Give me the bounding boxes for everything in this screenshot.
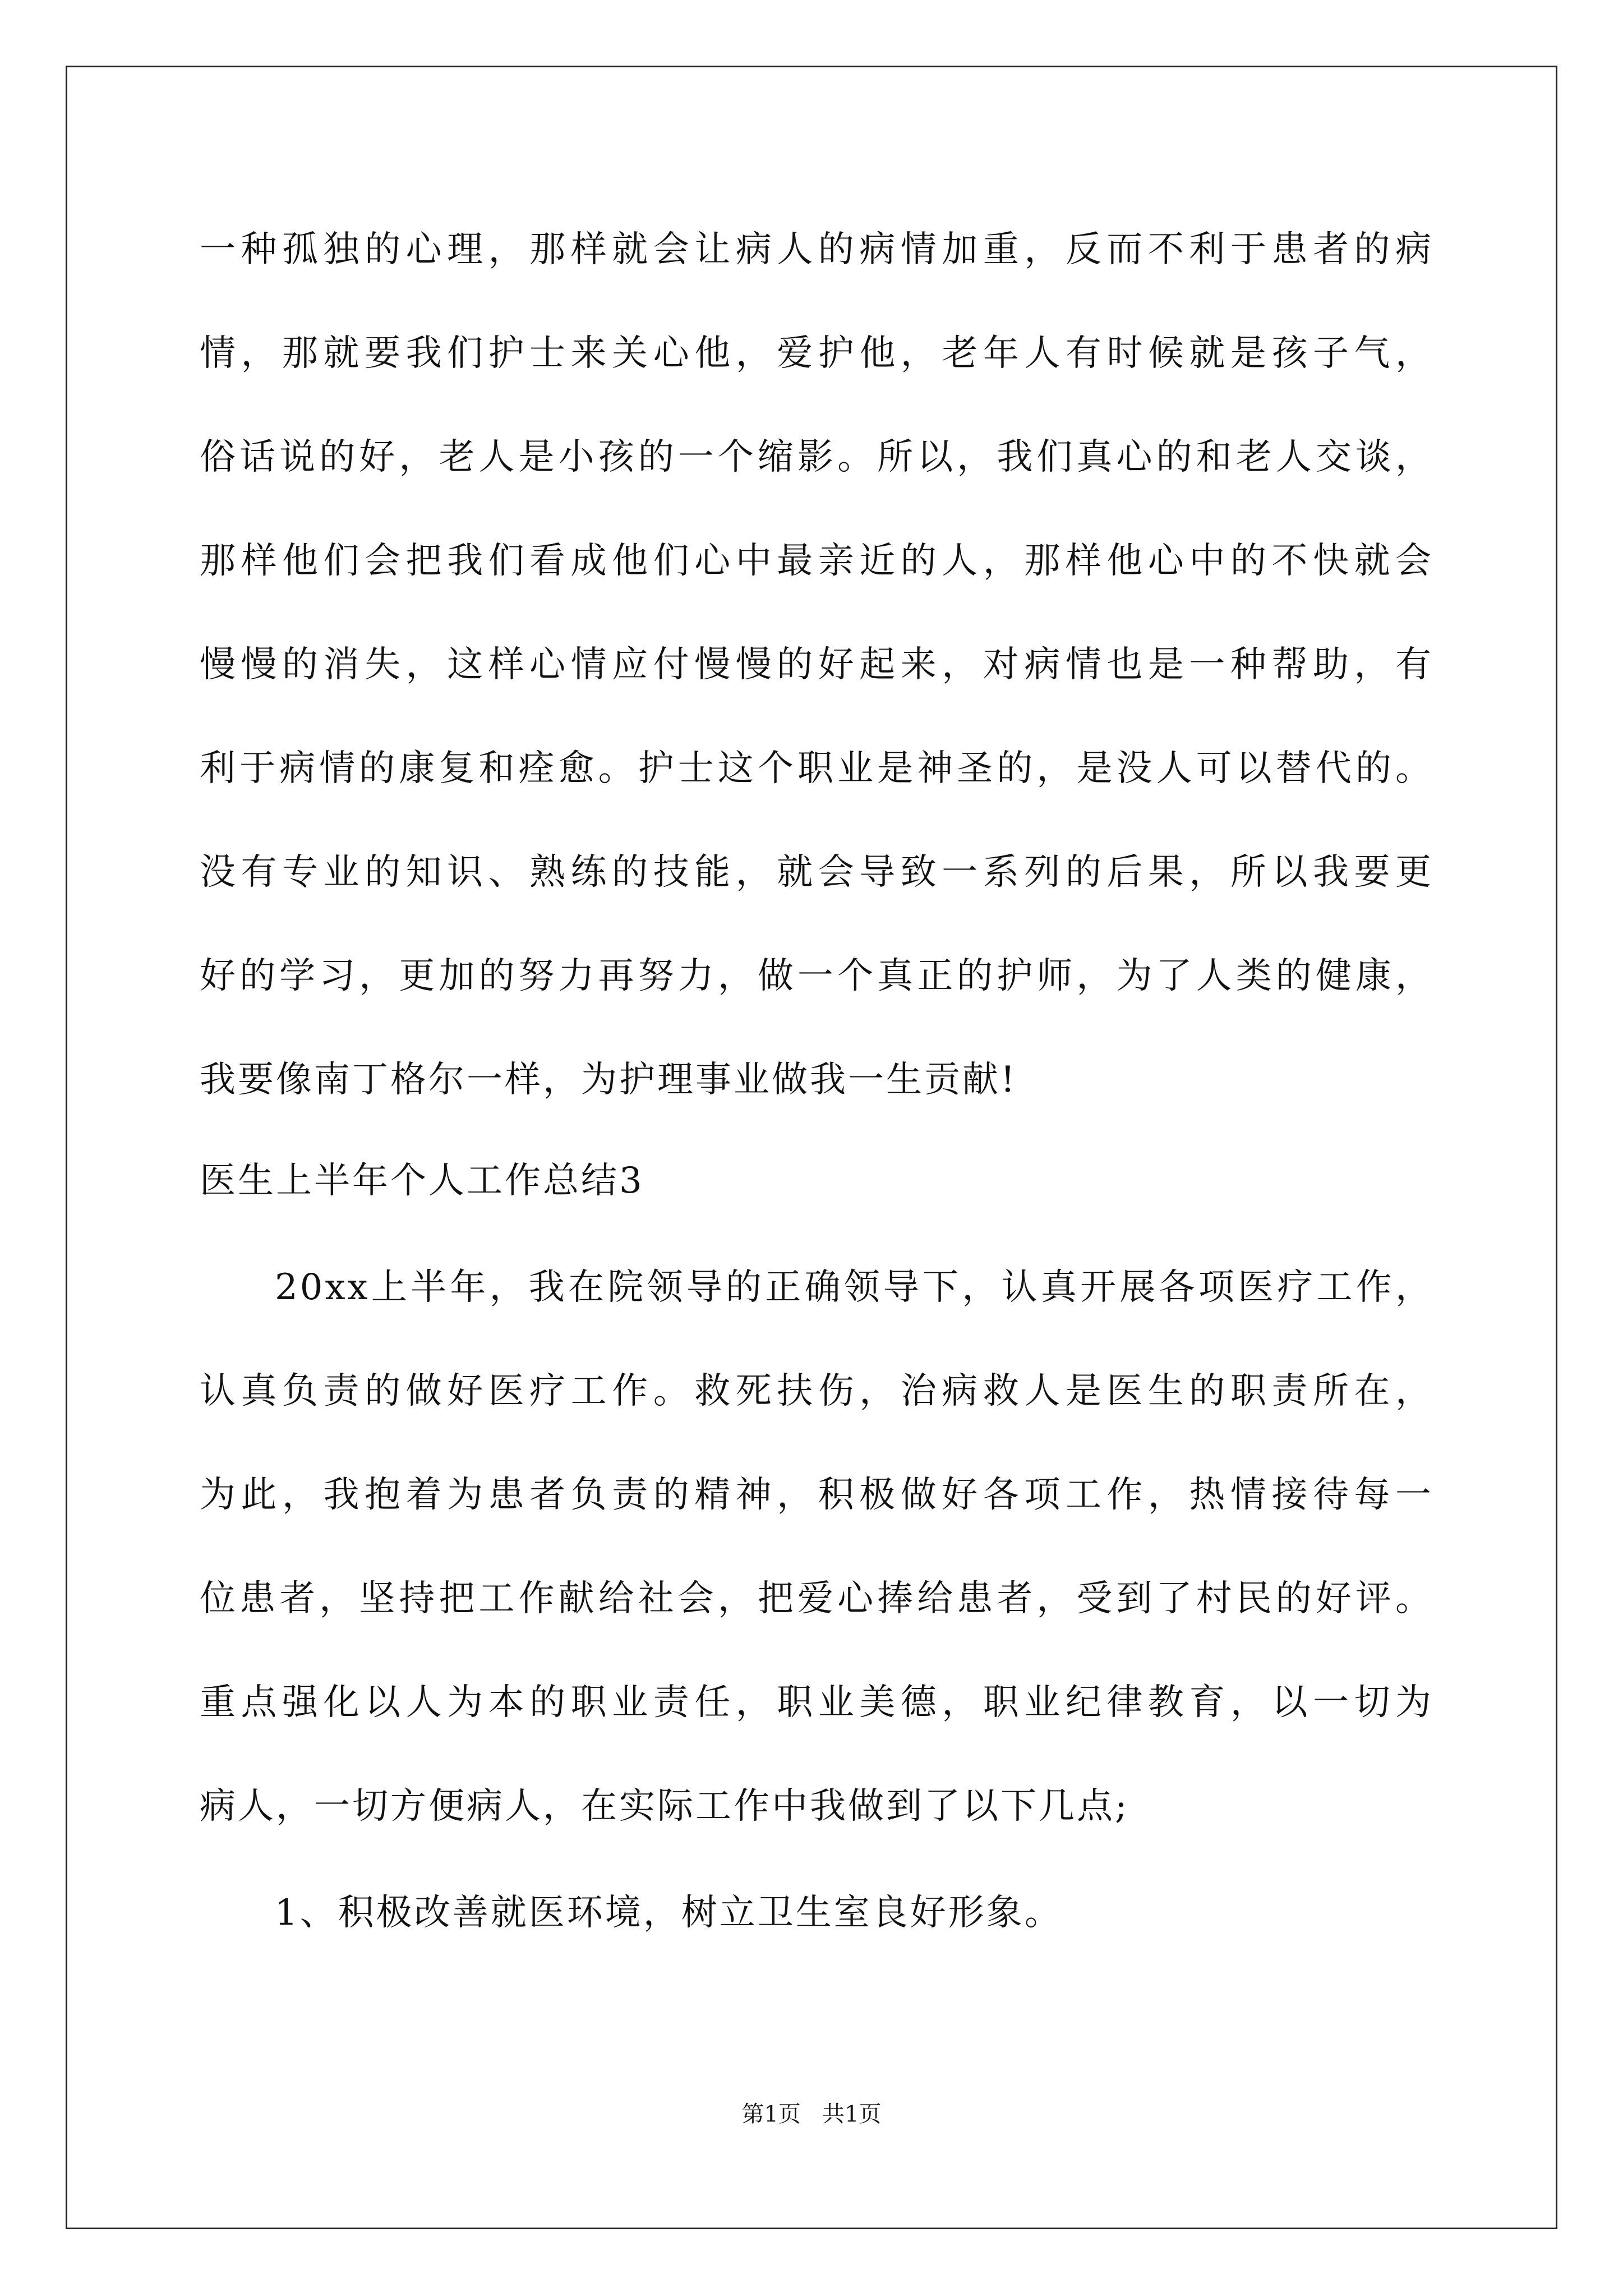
body-text-line: 我要像南丁格尔一样，为护理事业做我一生贡献! [200, 1059, 1017, 1101]
body-text-line: 利于病情的康复和痊愈。护士这个职业是神圣的，是没人可以替代的。 [200, 748, 1433, 789]
body-text-line: 好的学习，更加的努力再努力，做一个真正的护师，为了人类的健康， [200, 955, 1433, 997]
body-text-line: 那样他们会把我们看成他们心中最亲近的人，那样他心中的不快就会 [200, 540, 1433, 582]
body-text-line: 重点强化以人为本的职业责任，职业美德，职业纪律教育，以一切为 [200, 1682, 1433, 1723]
body-text-line: 俗话说的好，老人是小孩的一个缩影。所以，我们真心的和老人交谈， [200, 436, 1433, 478]
body-text-line: 没有专业的知识、熟练的技能，就会导致一系列的后果，所以我要更 [200, 852, 1433, 893]
list-item: 1、积极改善就医环境，树立卫生室良好形象。 [275, 1892, 1063, 1934]
body-text-line: 认真负责的做好医疗工作。救死扶伤，治病救人是医生的职责所在， [200, 1370, 1433, 1412]
body-text-line: 病人，一切方便病人，在实际工作中我做到了以下几点; [200, 1786, 1129, 1827]
body-text-line: 位患者，坚持把工作献给社会，把爱心捧给患者，受到了村民的好评。 [200, 1578, 1433, 1619]
body-text-line: 慢慢的消失，这样心情应付慢慢的好起来，对病情也是一种帮助，有 [200, 644, 1433, 685]
page-footer: 第1页 共1页 [741, 2101, 882, 2127]
body-text-line: 为此，我抱着为患者负责的精神，积极做好各项工作，热情接待每一 [200, 1474, 1433, 1516]
section-heading: 医生上半年个人工作总结3 [200, 1160, 644, 1202]
body-text-line: 情，那就要我们护士来关心他，爱护他，老年人有时候就是孩子气， [200, 333, 1433, 374]
body-text-line: 20xx上半年，我在院领导的正确领导下，认真开展各项医疗工作， [275, 1267, 1433, 1308]
body-text-line: 一种孤独的心理，那样就会让病人的病情加重，反而不利于患者的病 [200, 229, 1433, 270]
